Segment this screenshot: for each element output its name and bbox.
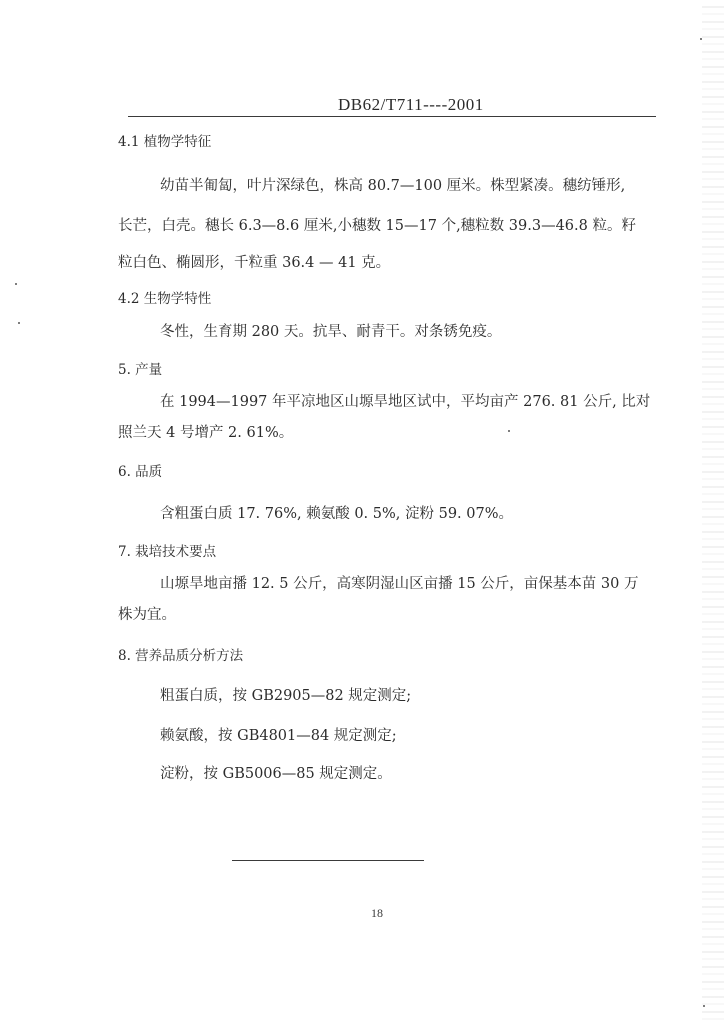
section-8-title: 8. 营养品质分析方法 (118, 648, 244, 664)
section-5-line-2: 照兰天 4 号增产 2. 61%。 (118, 425, 294, 441)
section-7-title: 7. 栽培技术要点 (118, 544, 217, 560)
section-5-title: 5. 产量 (118, 362, 163, 378)
scan-speck (18, 322, 20, 324)
section-4-1-line-3: 粒白色、椭圆形，千粒重 36.4 — 41 克。 (118, 255, 391, 271)
section-8-line-2: 赖氨酸，按 GB4801—84 规定测定; (160, 728, 397, 744)
section-4-2-line-1: 冬性，生育期 280 天。抗旱、耐青干。对条锈免疫。 (160, 324, 502, 340)
page-header (128, 94, 656, 117)
section-6-line-1: 含粗蛋白质 17. 76%, 赖氨酸 0. 5%, 淀粉 59. 07%。 (160, 506, 514, 522)
scan-speck (508, 430, 510, 432)
section-8-line-3: 淀粉，按 GB5006—85 规定测定。 (160, 766, 392, 782)
section-7-line-2: 株为宜。 (118, 607, 176, 623)
scan-speck (703, 1005, 705, 1007)
scan-edge-noise (702, 0, 724, 1024)
page-number: 18 (371, 906, 383, 920)
section-5-line-1: 在 1994—1997 年平凉地区山塬旱地区试中，平均亩产 276. 81 公斤, 比对 (160, 394, 651, 410)
scan-speck (700, 38, 702, 40)
standard-code: DB62/T711----2001 (338, 95, 484, 114)
section-4-1-title: 4.1 植物学特征 (118, 134, 212, 150)
footer-rule (232, 860, 424, 861)
section-4-2-title: 4.2 生物学特性 (118, 291, 212, 307)
scan-speck (15, 283, 17, 285)
section-4-1-line-2: 长芒，白壳。穗长 6.3—8.6 厘米,小穗数 15—17 个,穗粒数 39.3—46.8 粒。籽 (118, 218, 636, 234)
section-8-line-1: 粗蛋白质，按 GB2905—82 规定测定; (160, 688, 412, 704)
section-6-title: 6. 品质 (118, 464, 163, 480)
section-4-1-line-1: 幼苗半匍匐，叶片深绿色，株高 80.7—100 厘米。株型紧凑。穗纺锤形, (160, 178, 626, 194)
section-7-line-1: 山塬旱地亩播 12. 5 公斤，高寒阴湿山区亩播 15 公斤，亩保基本苗 30 万 (160, 576, 639, 592)
